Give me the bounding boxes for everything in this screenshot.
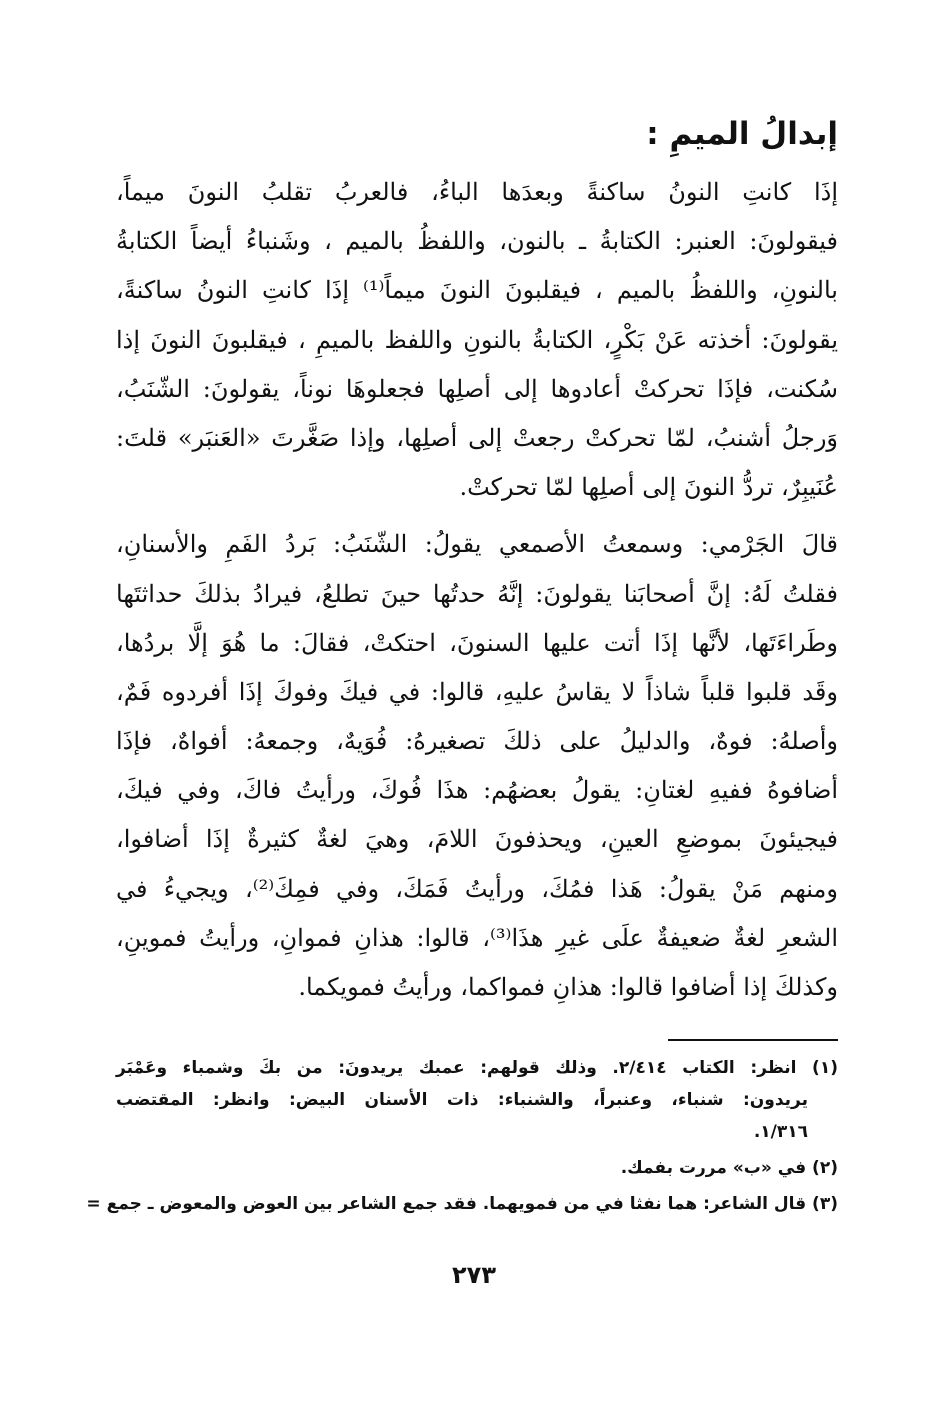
footnote-3 — [86, 1188, 838, 1220]
footnote-line: (٣) قال الشاعر: هما نفثا في من فمويهما. فقد جمع الشاعر بين العوض والمعوض ـ جمع = — [86, 1194, 838, 1214]
body-text — [116, 168, 838, 1012]
text-line: قالَ الجَرْمي: وسمعتُ الأصمعي يقولُ: الشّنَبُ: بَردُ الفَمِ والأسنانِ، — [116, 530, 838, 559]
footnotes — [86, 1052, 839, 1220]
footnote-2 — [116, 1152, 838, 1184]
paragraph-gap — [116, 512, 838, 520]
page-number: ٢٧٣ — [452, 1261, 496, 1289]
text-line: وَرجلُ أشنبُ، لمّا تحركتْ رجعتْ إلى أصلِها، وإذا صَغَّرتَ «العَنبَر» قلتَ: — [116, 423, 838, 452]
footnote-line: (٢) في «ب» مررت بفمك. — [620, 1158, 838, 1178]
footnote-line: (١) انظر: الكتاب ٢/٤١٤. وذلك قولهم: عمبك يريدونَ: من بكَ وشمباء وعَمْبَر — [116, 1058, 839, 1078]
text-line: وقَد قلبوا قلباً شاذاً لا يقاسُ عليهِ، قالوا: في فيكَ وفوكَ إذَا أفردوه فَمٌ، — [116, 677, 838, 706]
footnote-1 — [116, 1052, 838, 1148]
footnote-divider — [668, 1039, 838, 1041]
section-heading: إبدالُ الميمِ : — [646, 116, 838, 152]
text-line: الشعرِ لغةٌ ضعيفةٌ علَى غيرِ هذَا⁽³⁾، قالوا: هذانِ فموانِ، ورأيتُ فموينِ، — [116, 923, 838, 952]
paragraph-1 — [116, 168, 838, 512]
text-line: فيقولونَ: العنبر: الكتابةُ ـ بالنون، واللفظُ بالميم ، وشَنباءُ أيضاً الكتابةُ — [116, 227, 838, 256]
text-line: عُنَيبِرٌ، تردُّ النونَ إلى أصلِها لمّا تحركتْ. — [459, 473, 838, 502]
text-line: وأصلهُ: فوهٌ، والدليلُ على ذلكَ تصغيرهُ: فُوَيهٌ، وجمعهُ: أفواهٌ، فإذَا — [116, 727, 838, 756]
text-line: ومنهم مَنْ يقولُ: هَذا فمُكَ، ورأيتُ فَمَكَ، وفي فمِكَ⁽²⁾، ويجيءُ في — [116, 874, 838, 903]
text-line: وكذلكَ إذا أضافوا قالوا: هذانِ فمواكما، ورأيتُ فمويكما. — [298, 973, 838, 1001]
text-line: بالنونِ، واللفظُ بالميم ، فيقلبونَ النونَ ميماً⁽¹⁾ إذَا كانتِ النونُ ساكنةً، — [116, 276, 838, 305]
text-line: يقولونَ: أخذته عَنْ بَكْرٍ، الكتابةُ بالنونِ واللفظ بالميمِ ، فيقلبونَ النونَ إذا — [116, 325, 838, 354]
footnote-line: ١/٣١٦. — [753, 1122, 808, 1142]
paragraph-2 — [116, 520, 838, 1012]
text-line: فقلتُ لَهُ: إنَّ أصحابَنا يقولونَ: إنَّهُ حدتُها حينَ تطلعُ، فيرادُ بذلكَ حداثتَها — [116, 579, 838, 608]
text-line: أضافوهُ ففيهِ لغتانِ: يقولُ بعضهُم: هذَا فُوكَ، ورأيتُ فاكَ، وفي فيكَ، — [116, 776, 838, 805]
text-line: فيجيئونَ بموضعِ العينِ، ويحذفونَ اللامَ، وهيَ لغةٌ كثيرةٌ إذَا أضافوا، — [116, 825, 838, 854]
text-line: إذَا كانتِ النونُ ساكنةً وبعدَها الباءُ، فالعربُ تقلبُ النونَ ميماً، — [116, 178, 838, 206]
text-line: وطَراءَتَها، لأنَّها إذَا أتت عليها السنونَ، احتكتْ، فقالَ: ما هُوَ إلَّا بردُها، — [116, 628, 838, 657]
footnote-line: يريدون: شنباء، وعنبراً، والشنباء: ذات الأسنان البيض: وانظر: المقتضب — [116, 1090, 808, 1110]
text-line: سُكنت، فإذَا تحركتْ أعادوها إلى أصلِها فجعلوهَا نوناً، يقولونَ: الشّنَبُ، — [116, 374, 839, 403]
